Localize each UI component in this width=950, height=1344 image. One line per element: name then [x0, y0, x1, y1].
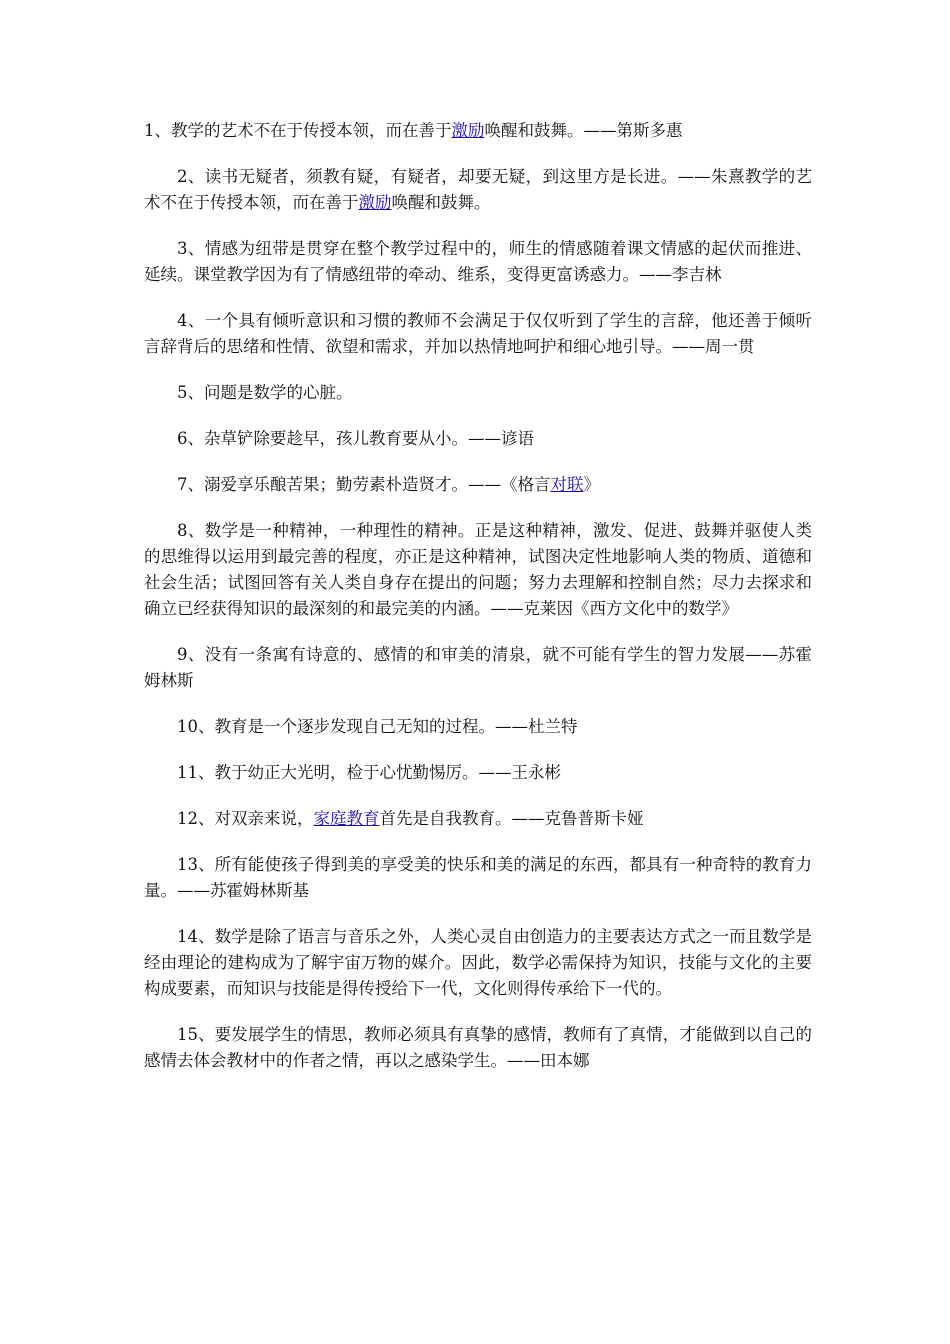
quote-text: 10、教育是一个逐步发现自己无知的过程。——杜兰特	[177, 717, 578, 736]
quote-text: 7、溺爱享乐酿苦果；勤劳素朴造贤才。——《格言	[177, 475, 551, 494]
quote-paragraph-13	[144, 852, 812, 904]
quote-text: 3、情感为纽带是贯穿在整个教学过程中的，师生的情感随着课文情感的起伏而推进、延续。课堂教学因为有了情感纽带的牵动、维系，变得更富诱惑力。——李吉林	[144, 239, 812, 284]
quote-text: 8、数学是一种精神，一种理性的精神。正是这种精神，激发、促进、鼓舞并驱使人类的思维得以运用到最完善的程度，亦正是这种精神，试图决定性地影响人类的物质、道德和社会生活；试图回答有关人类自身存在提出的问题；努力去理解和控制自然；尽力去探求和确立已经获得知识的最深刻的和最完美的内涵。——克莱因《西方文化中的数学》	[144, 521, 812, 618]
link-jili[interactable]: 激励	[358, 193, 392, 212]
quote-text: 2、读书无疑者，须教有疑，有疑者，却要无疑，到这里方是长进。——朱熹教学的艺术不在于传授本领，而在善于	[144, 167, 812, 212]
quote-text: 13、所有能使孩子得到美的享受美的快乐和美的满足的东西，都具有一种奇特的教育力量。——苏霍姆林斯基	[144, 855, 812, 900]
quote-paragraph-10	[144, 714, 812, 740]
quote-paragraph-5	[144, 380, 812, 406]
quote-text: 9、没有一条寓有诗意的、感情的和审美的清泉，就不可能有学生的智力发展——苏霍姆林斯	[144, 645, 812, 690]
quote-paragraph-7	[144, 472, 812, 498]
quote-text: 1、教学的艺术不在于传授本领，而在善于	[144, 121, 452, 140]
link-jiating-jiaoyu[interactable]: 家庭教育	[313, 809, 380, 828]
quote-paragraph-2	[144, 164, 812, 216]
quote-paragraph-8	[144, 518, 812, 622]
quote-paragraph-14	[144, 924, 812, 1002]
quote-text: 11、教于幼正大光明，检于心忧勤惕厉。——王永彬	[177, 763, 561, 782]
quote-text: 6、杂草铲除要趁早，孩儿教育要从小。——谚语	[177, 429, 534, 448]
quote-text: 14、数学是除了语言与音乐之外，人类心灵自由创造力的主要表达方式之一而且数学是经由理论的建构成为了解宇宙万物的媒介。因此，数学必需保持为知识，技能与文化的主要构成要素，而知识与技能是得传授给下一代，文化则得传承给下一代的。	[144, 927, 812, 998]
link-jili[interactable]: 激励	[451, 121, 485, 140]
quote-text: 12、对双亲来说，	[177, 809, 314, 828]
quote-text: 首先是自我教育。——克鲁普斯卡娅	[379, 809, 644, 828]
quote-paragraph-1	[144, 118, 812, 144]
quote-text: 唤醒和鼓舞。——第斯多惠	[484, 121, 683, 140]
quote-paragraph-6	[144, 426, 812, 452]
quote-paragraph-9	[144, 642, 812, 694]
quote-paragraph-3	[144, 236, 812, 288]
quote-paragraph-12	[144, 806, 812, 832]
quote-text: 》	[583, 475, 600, 494]
quote-text: 15、要发展学生的情思，教师必须具有真挚的感情，教师有了真情，才能做到以自己的感情去体会教材中的作者之情，再以之感染学生。——田本娜	[144, 1025, 812, 1070]
quote-paragraph-15	[144, 1022, 812, 1074]
quote-paragraph-4	[144, 308, 812, 360]
quote-paragraph-11	[144, 760, 812, 786]
link-duilian[interactable]: 对联	[550, 475, 584, 494]
document-body	[144, 118, 812, 1094]
quote-text: 5、问题是数学的心脏。	[177, 383, 353, 402]
quote-text: 4、一个具有倾听意识和习惯的教师不会满足于仅仅听到了学生的言辞，他还善于倾听言辞背后的思绪和性情、欲望和需求，并加以热情地呵护和细心地引导。——周一贯	[144, 311, 812, 356]
quote-text: 唤醒和鼓舞。	[391, 193, 491, 212]
